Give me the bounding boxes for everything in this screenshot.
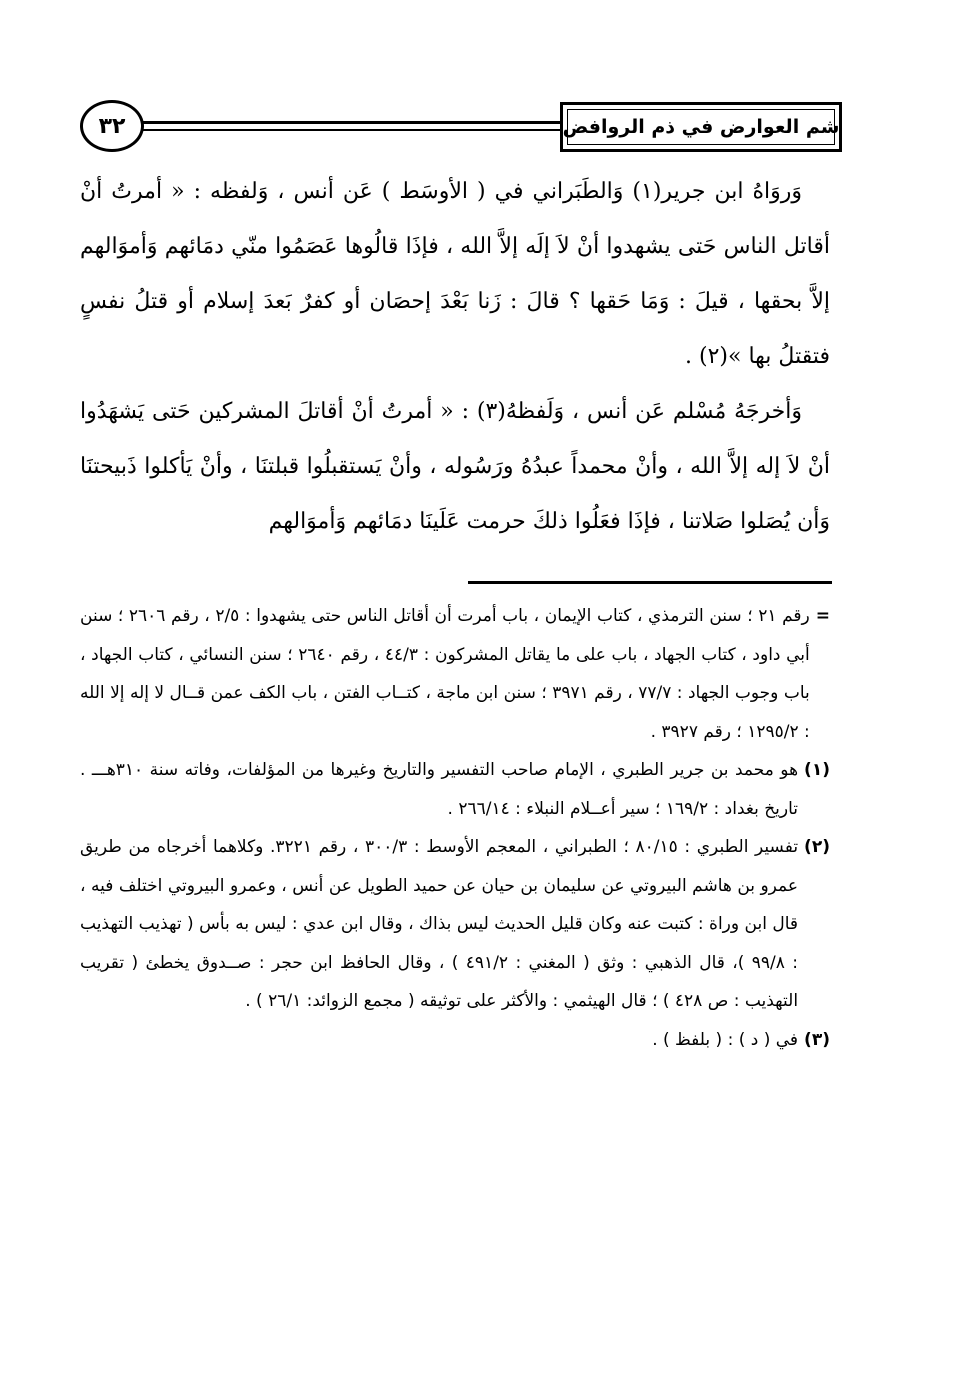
footnote-3 <box>80 1021 830 1060</box>
page-number: ٣٢ <box>80 100 144 152</box>
paragraph: وَروَاهُ ابن جرير(١) وَالطَبَراني في ( الأوسَط ) عَن أنس ، وَلفظه : « أمرتُ أنْ أقاتل الناس حَتى يشهدوا أنْ لاَ إلَه إلاَّ الله ، فإذَا قالُوها عَصَمُوا منّي دمَائهم وَأموَالهم إلاَّ بحقها ، قيلَ : وَمَا حَقها ؟ قالَ : زَنا بَعْدَ إحصَان أو كفرٌ بَعدَ إسلام أو قتلُ نفسٍ فتقتلُ بها »(٢) . <box>80 179 830 369</box>
footnote-text: رقم ٢١ ؛ سنن الترمذي ، كتاب الإيمان ، باب أمرت أن أقاتل الناس حتى يشهدوا : ٢/٥ ، رقم ٢٦٠٦ ؛ سنن أبي داود ، كتاب الجهاد ، باب على ما يقاتل المشركون : ٤٤/٣ ، رقم ٢٦٤٠ ؛ سنن النسائي ، كتاب الجهاد ، باب وجوب الجهاد : ٧٧/٧ ، رقم ٣٩٧١ ؛ سنن ابن ماجة ، كتــاب الفتن ، باب الكف عمن قــال لا إله إلا الله : ١٢٩٥/٢ ؛ رقم ٣٩٢٧ . <box>80 606 810 742</box>
main-text <box>80 164 830 549</box>
footnote-continued <box>80 597 830 751</box>
footnote-marker: (٣) <box>804 1029 830 1050</box>
header-rule <box>136 121 560 124</box>
footnote-marker: (١) <box>804 760 830 780</box>
header-rule <box>136 129 560 131</box>
footnote-1 <box>80 751 830 828</box>
running-title-box <box>560 102 842 152</box>
page-header <box>80 100 842 160</box>
footnote-marker: = <box>815 606 830 626</box>
footnote-text: تفسير الطبري : ٨٠/١٥ ؛ الطبراني ، المعجم الأوسط : ٣٠٠/٣ ، رقم ٣٢٢١. وكلاهما أخرجاه من طريق عمرو بن هاشم البيروتي عن سليمان بن حيان عن حميد الطويل عن أنس ، وعمرو البيروتي اختلف فيه ، قال ابن وراة : كتبت عنه وكان قليل الحديث ليس بذاك ، وقال ابن عدي : ليس به بأس ( تهذيب التهذيب : ٩٩/٨ )، قال الذهبي : وثق ( المغني : ٤٩١/٢ ) ، وقال الحافظ ابن حجر : صــدوق يخطئ ( تقريب التهذيب : ص ٤٢٨ ) ؛ قال الهيثمي : والأكثر على توثيقه ( مجمع الزوائد: ٢٦/١ ) . <box>80 837 799 1011</box>
footnote-marker: (٢) <box>804 837 830 857</box>
footnote-text: هو محمد بن جرير الطبري ، الإمام صاحب التفسير والتاريخ وغيرها من المؤلفات، وفاته سنة ٣١٠هـــ . تاريخ بغداد : ١٦٩/٢ ؛ سير أعــلام النبلاء : ٢٦٦/١٤ . <box>80 760 799 819</box>
paragraph: وَأخرجَهُ مُسْلم عَن أنس ، وَلَفظهُ(٣) : « أمرتُ أنْ أقاتلَ المشركين حَتى يَشهَدُوا أنْ لاَ إله إلاَّ الله ، وأنْ محمداً عبدُهُ ورَسُوله ، وأنْ يَستقبلُوا قبلتنَا ، وأنْ يَأكلوا ذَبيحتنَا وَأن يُصَلوا صَلاتنا ، فإذَا فعَلُوا ذلكَ حرمت عَلَينَا دمَائهم وَأموَالهم <box>80 399 830 534</box>
footnote-separator <box>468 581 832 584</box>
running-title: شم العوارض في ذم الروافض <box>562 116 840 138</box>
footnote-text: في ( د ) : ( بلفظ ) . <box>652 1029 799 1050</box>
footnote-2 <box>80 828 830 1021</box>
footnotes <box>80 597 830 1059</box>
